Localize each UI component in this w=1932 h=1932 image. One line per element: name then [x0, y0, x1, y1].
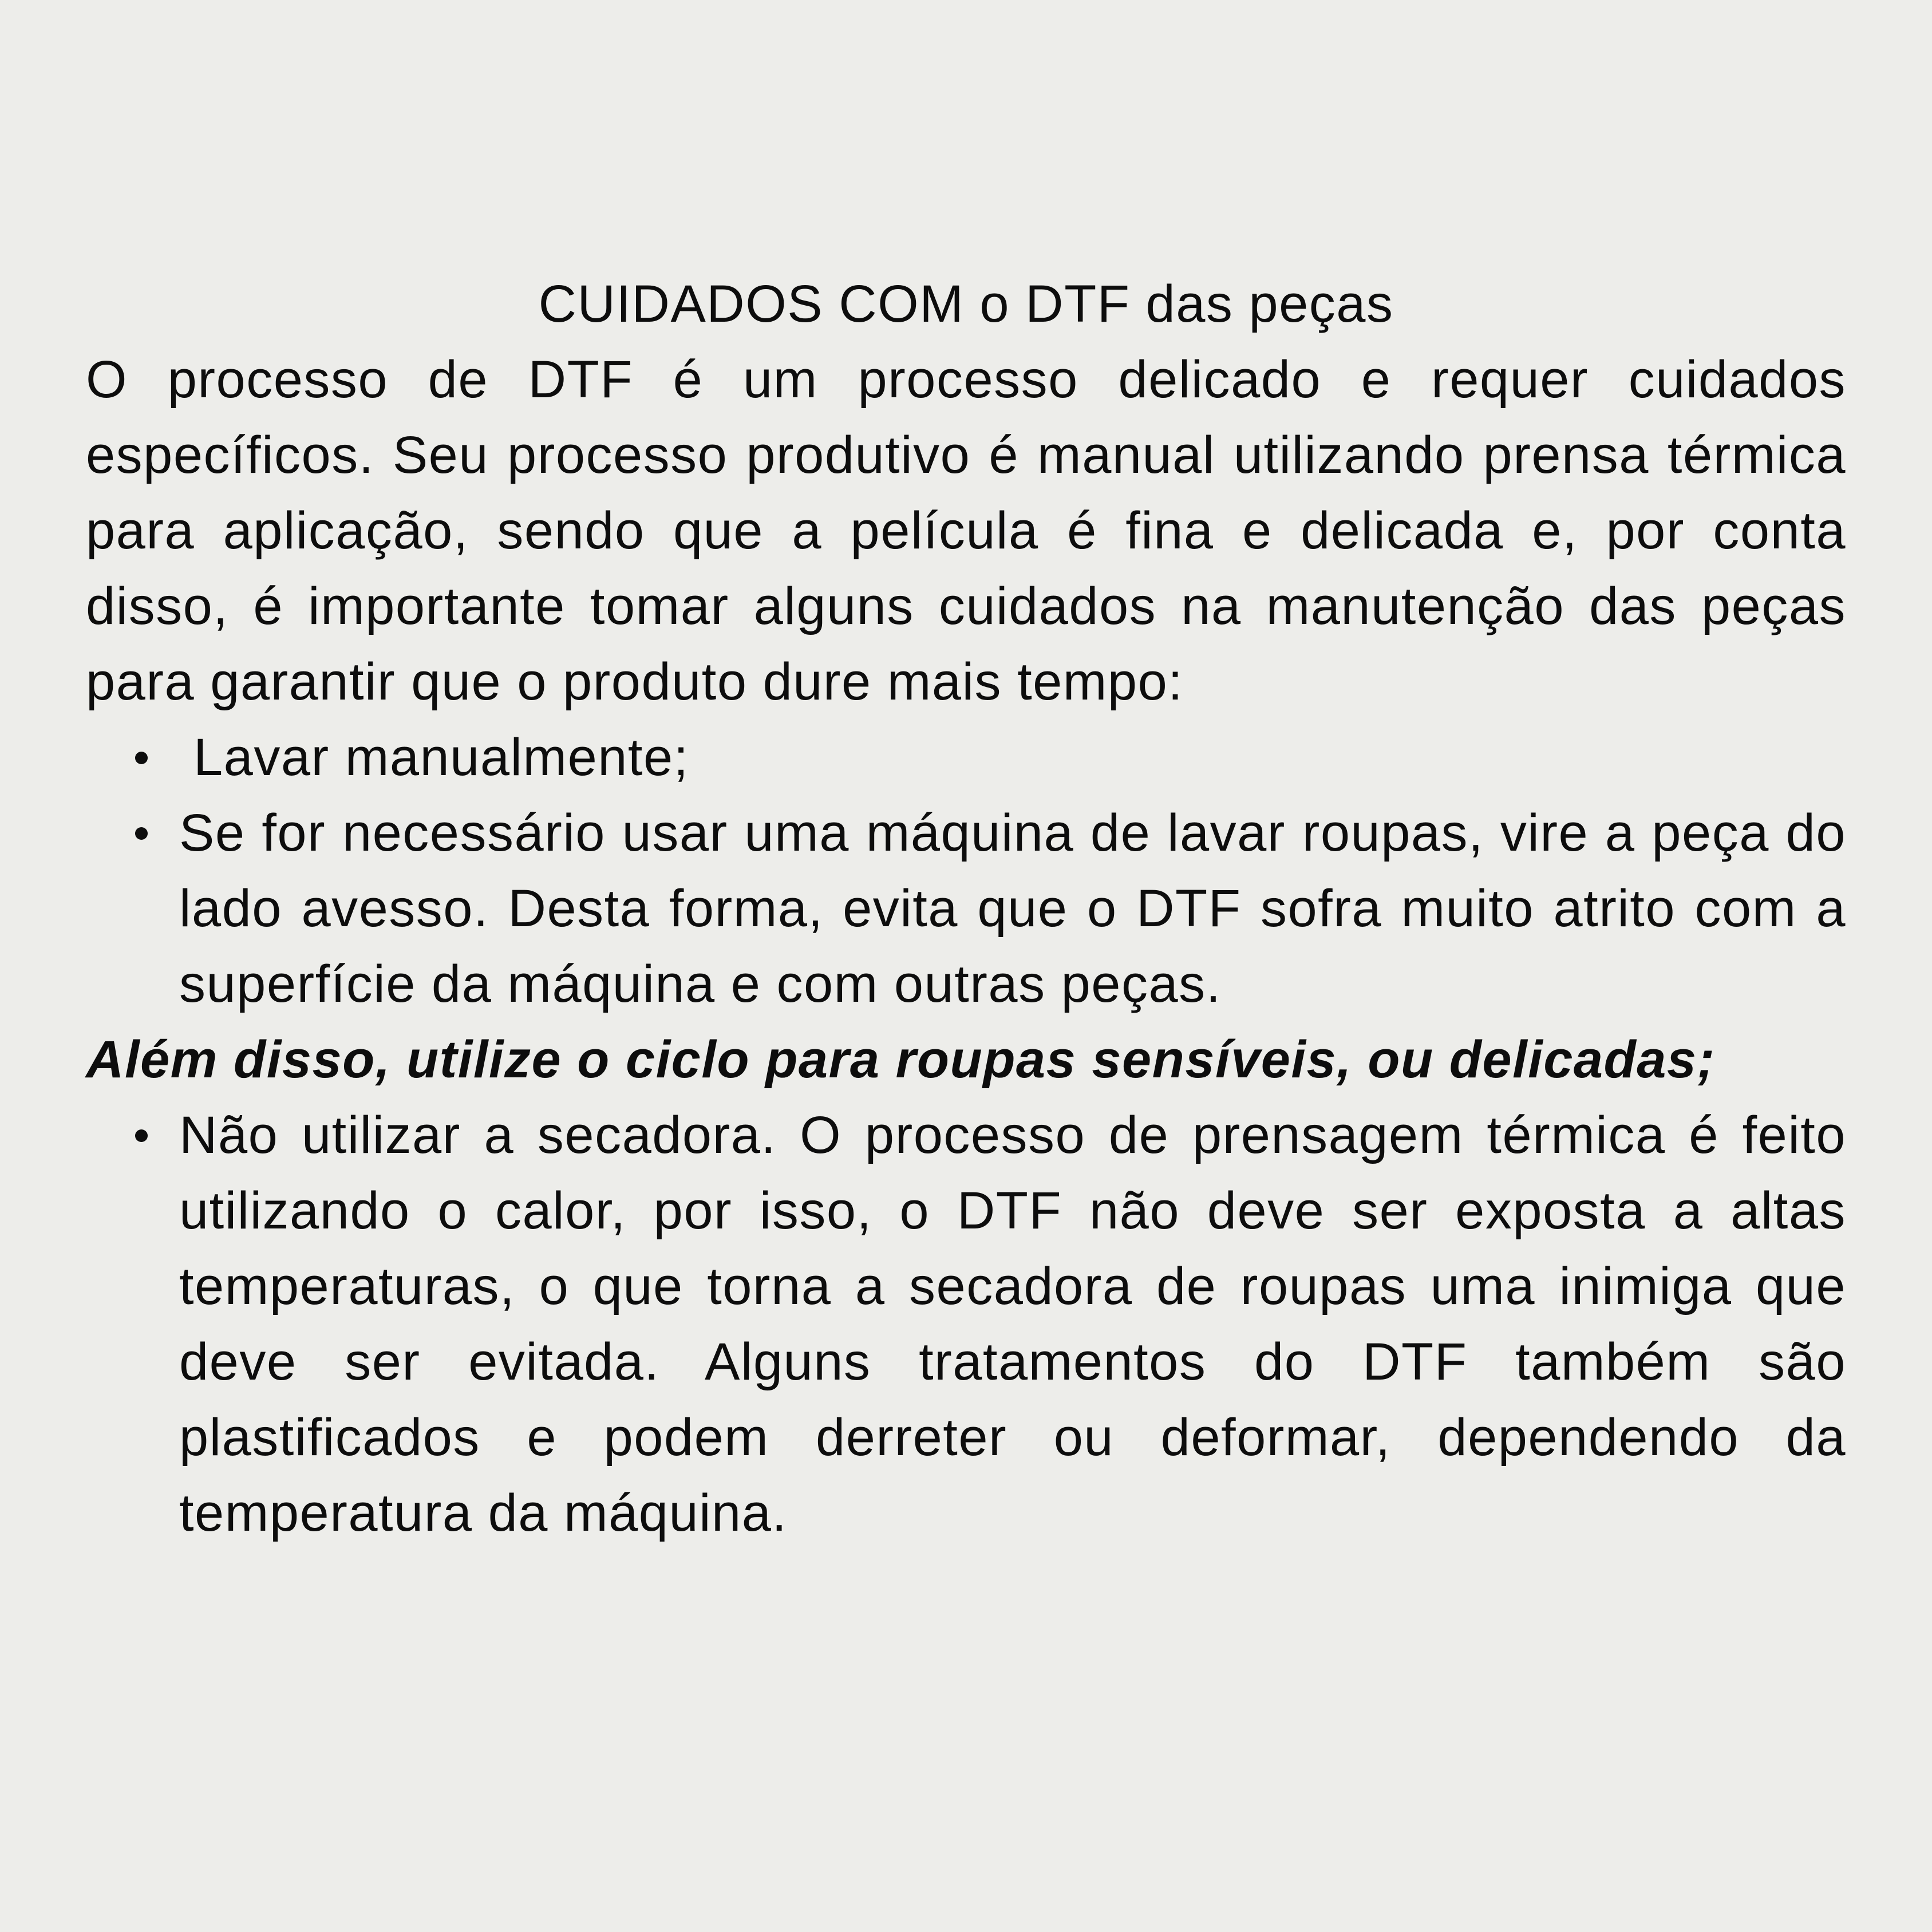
bullet-icon	[135, 1129, 148, 1142]
document-title: CUIDADOS COM o DTF das peças	[538, 275, 1394, 333]
list-item	[86, 1097, 1846, 1551]
care-list-1	[86, 720, 1846, 1022]
list-item-text: Se for necessário usar uma máquina de lavar roupas, vire a peça do lado avesso. Desta forma, evita que o DTF sofra muito atrito com a superfície da máquina e com outras peças.	[179, 804, 1846, 1013]
list-item	[86, 720, 1846, 795]
care-list-2	[86, 1097, 1846, 1551]
bullet-icon	[135, 827, 148, 840]
emphasis-paragraph: Além disso, utilize o ciclo para roupas sensíveis, ou delicadas;	[86, 1030, 1716, 1089]
bullet-icon	[135, 752, 148, 764]
intro-paragraph: O processo de DTF é um processo delicado e requer cuidados específicos. Seu processo produtivo é manual utilizando prensa térmica para aplicação, sendo que a película é fina e delicada e, por conta disso, é importante tomar alguns cuidados na manutenção das peças para garantir que o produto dure mais tempo:	[86, 350, 1846, 711]
list-item-text: Lavar manualmente;	[193, 728, 689, 787]
document-body	[86, 266, 1846, 1551]
list-item-text: Não utilizar a secadora. O processo de prensagem térmica é feito utilizando o calor, por isso, o DTF não deve ser exposta a altas temperaturas, o que torna a secadora de roupas uma inimiga que deve ser evitada. Alguns tratamentos do DTF também são plastificados e podem derreter ou deformar, dependendo da temperatura da máquina.	[179, 1106, 1846, 1542]
list-item	[86, 795, 1846, 1022]
